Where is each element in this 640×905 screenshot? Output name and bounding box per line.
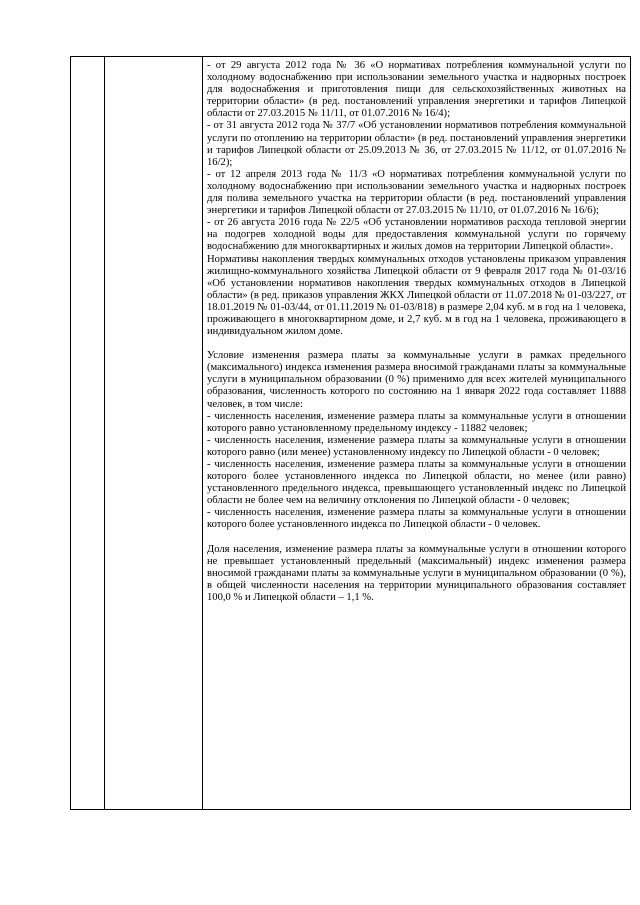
paragraph-decree-37-7: - от 31 августа 2012 года № 37/7 «Об установлении нормативов потребления коммунальной услуги по отоплению на территории области» (в ред. постановлений управления энергетики и тарифов Липецкой области от 25.09.2013 № 36, от 27.03.2015 № 11/12, от 01.07.2016 № 16/2); — [207, 120, 626, 168]
table-row — [71, 57, 631, 810]
paragraph-payment-condition: Условие изменения размера платы за коммунальные услуги в рамках предельного (максимального) индекса изменения размера вносимой гражданами платы за коммунальные услуги в муниципальном образовании (0 %) применимо для всех жителей муниципального образования, численность которого по состоянию на 1 января 2022 года составляет 11888 человек, в том числе: — [207, 350, 626, 410]
paragraph-population-share: Доля населения, изменение размера платы за коммунальные услуги в отношении которого не превышает установленный предельный (максимальный) индекс изменения размера вносимой гражданами платы за коммунальные услуги в муниципальном образовании (0 %), в общей численности населения на территории муниципального образования составляет 100,0 % и Липецкой области – 1,1 %. — [207, 543, 626, 603]
paragraph-population-between: - численность населения, изменение размера платы за коммунальные услуги в отношении которого более установленного индекса по Липецкой области, но менее (или равно) установленного предельного индекса, превышающего установленный индекс по Липецкой области не более чем на величину отклонения по Липецкой области - 0 человек; — [207, 459, 626, 507]
document-table — [70, 56, 631, 810]
table-cell-content — [203, 57, 631, 810]
paragraph-decree-36: - от 29 августа 2012 года № 36 «О нормативах потребления коммунальной услуги по холодному водоснабжению при использовании земельного участка и надворных построек для водоснабжения и приготовления пищи для сельскохозяйственных животных на территории области» (в ред. постановлений управления энергетики и тарифов Липецкой области от 27.03.2015 № 11/11, от 01.07.2016 № 16/4); — [207, 60, 626, 120]
content-text — [203, 57, 630, 604]
table-cell-number — [71, 57, 105, 810]
paragraph-waste-norms: Нормативы накопления твердых коммунальных отходов установлены приказом управления жилищно-коммунального хозяйства Липецкой области от 9 февраля 2017 года № 01-03/16 «Об установлении нормативов накопления твердых коммунальных отходов в Липецкой области» (в ред. приказов управления ЖКХ Липецкой области от 11.07.2018 № 01-03/227, от 18.01.2019 № 01-03/44, от 01.11.2019 № 01-03/818) в размере 2,04 куб. м в год на 1 человека, проживающего в многоквартирном доме, и 2,7 куб. м в год на 1 человека, проживающего в индивидуальном жилом доме. — [207, 253, 626, 338]
table-cell-name — [105, 57, 203, 810]
paragraph-population-above-region: - численность населения, изменение размера платы за коммунальные услуги в отношении которого более установленного индекса по Липецкой области - 0 человек. — [207, 507, 626, 531]
paragraph-decree-22-5: - от 26 августа 2016 года № 22/5 «Об установлении нормативов расхода тепловой энергии на подогрев холодной воды для предоставления коммунальной услуги по горячему водоснабжению для многоквартирных и жилых домов на территории Липецкой области». — [207, 217, 626, 253]
paragraph-decree-11-3: - от 12 апреля 2013 года № 11/3 «О нормативах потребления коммунальной услуги по холодному водоснабжению при использовании земельного участка и надворных построек для полива земельного участка на территории области (в ред. постановлений управления энергетики и тарифов Липецкой области от 27.03.2015 № 11/10, от 01.07.2016 № 16/6); — [207, 168, 626, 217]
paragraph-population-equal-region: - численность населения, изменение размера платы за коммунальные услуги в отношении которого равно (или менее) установленному индексу по Липецкой области - 0 человек; — [207, 434, 626, 458]
paragraph-population-equal-limit: - численность населения, изменение размера платы за коммунальные услуги в отношении которого равно установленному предельному индексу - 11882 человек; — [207, 410, 626, 434]
